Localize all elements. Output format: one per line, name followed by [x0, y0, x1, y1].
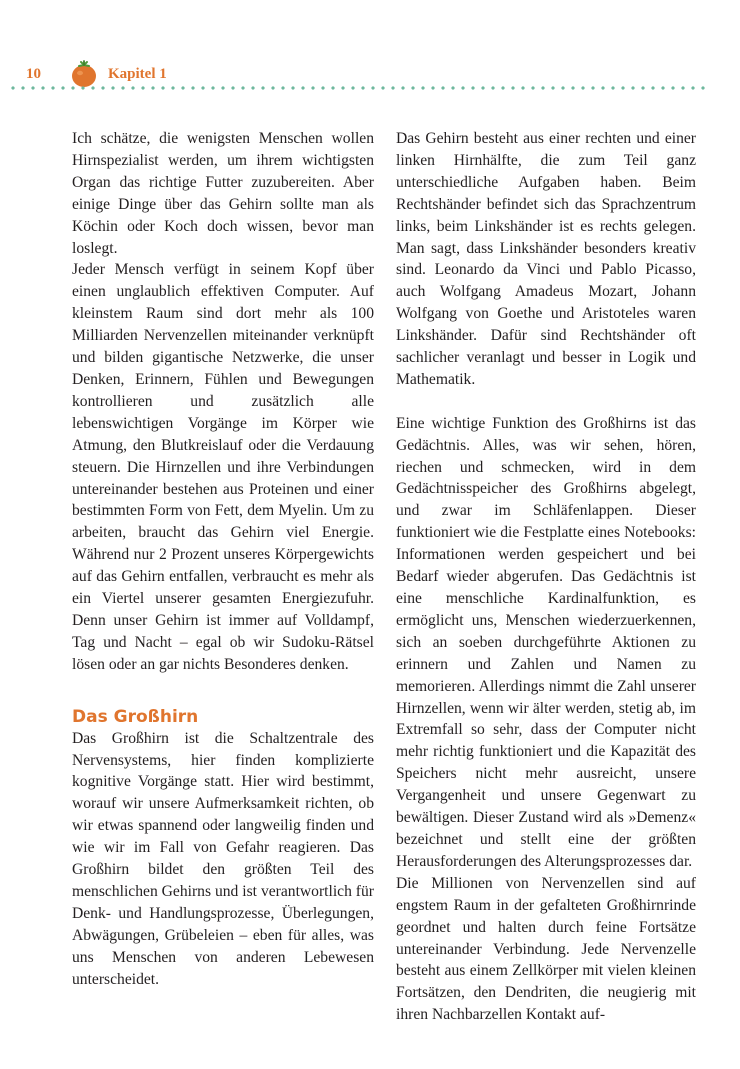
page-number: 10: [26, 66, 41, 82]
dotted-divider: [8, 86, 708, 90]
right-column: [396, 128, 696, 1026]
paragraph: Das Gehirn besteht aus einer rechten und einer linken Hirnhälfte, die zum Teil ganz unterschiedliche Aufgaben haben. Beim Rechtshänder befindet sich das Sprachzentrum links, beim Linkshänder ist es rechts gelegen. Man sagt, dass Linkshänder besonders kreativ sind. Leonardo da Vinci und Pablo Picasso, auch Wolfgang Amadeus Mozart, Johann Wolfgang von Goethe und Aristoteles waren Linkshänder. Dafür sind Rechtshänder oft sachlicher veranlagt und besser in Logik und Mathematik.: [396, 130, 696, 388]
paragraph: Die Millionen von Nervenzellen sind auf engstem Raum in der gefalteten Großhirnrinde geordnet und halten durch feine Fortsätze untereinander Verbindung. Jede Nervenzelle besteht aus einem Zellkörper mit vielen kleinen Fortsätzen, den Dendriten, die neugierig mit ihren Nachbarzellen Kontakt auf-: [396, 874, 696, 1024]
paragraph: Eine wichtige Funktion des Großhirns ist das Gedächtnis. Alles, was wir sehen, hören, riechen und schmecken, wird in dem Gedächtnisspeicher des Großhirns abgelegt, und zwar im Schläfenlappen. Dieser funktioniert wie die Festplatte eines Notebooks: Informationen werden gespeichert und bei Bedarf wieder abgerufen. Das Gedächtnis ist eine menschliche Kardinalfunktion, es ermöglicht uns, Menschen wiederzuerkennen, sich an soeben durchgeführte Aktionen zu erinnern und Zahlen und Namen zu memorieren. Allerdings nimmt die Zahl unserer Hirnzellen, wenn wir älter werden, stetig ab, im Extremfall so sehr, dass der Computer nicht mehr richtig funktioniert und die Kapazität des Speichers nicht mehr ausreicht, unsere Vergangenheit und unsere Gegenwart zu bewältigen. Dieser Zustand wird als »Demenz« bezeichnet und stellt eine der größten Herausforderungen des Alterungsprozesses dar.: [396, 414, 696, 870]
chapter-title: Kapitel 1: [108, 66, 167, 82]
tomato-icon: [70, 60, 98, 88]
paragraph: Jeder Mensch verfügt in seinem Kopf über einen unglaublich effektiven Computer. Auf kleinstem Raum sind dort mehr als 100 Milliarden Nervenzellen miteinander verknüpft und bilden gigantische Netzwerke, die unser Denken, Erinnern, Fühlen und Bewegungen kontrollieren und zusätzlich alle lebenswichtigen Vorgänge im Körper wie Atmung, den Blutkreislauf oder die Verdauung steuern. Die Hirnzellen und ihre Verbindungen untereinander bestehen aus Proteinen und einer bestimmten Form von Fett, dem Myelin. Um zu arbeiten, braucht das Gehirn viel Energie. Während nur 2 Prozent unseres Körpergewichts auf das Gehirn entfallen, verbraucht es mehr als ein Viertel unserer gesamten Energiezufuhr. Denn unser Gehirn ist immer auf Volldampf, Tag und Nacht – egal ob wir Sudoku-Rätsel lösen oder an gar nichts Besonderes denken.: [72, 261, 374, 673]
section-heading: Das Großhirn: [72, 706, 199, 727]
paragraph: Ich schätze, die wenigsten Menschen wollen Hirnspezialist werden, um ihrem wichtigsten Organ das richtige Futter zuzubereiten. Aber einige Dinge über das Gehirn sollte man als Köchin oder Koch doch wissen, bevor man loslegt.: [72, 130, 374, 257]
paragraph-spacer: [396, 391, 696, 413]
left-column: [72, 128, 374, 991]
paragraph: Das Großhirn ist die Schaltzentrale des Nervensystems, hier finden komplizierte kognitive Vorgänge statt. Hier wird bestimmt, worauf wir unsere Aufmerksamkeit richten, ob wir etwas spannend oder langweilig finden und wie wir im Fall von Gefahr reagieren. Das Großhirn bildet den größten Teil des menschlichen Gehirns und ist verantwortlich für Denk- und Handlungsprozesse, Überlegungen, Abwägungen, Grübeleien – eben für alles, was uns Menschen von anderen Lebewesen unterscheidet.: [72, 729, 374, 988]
